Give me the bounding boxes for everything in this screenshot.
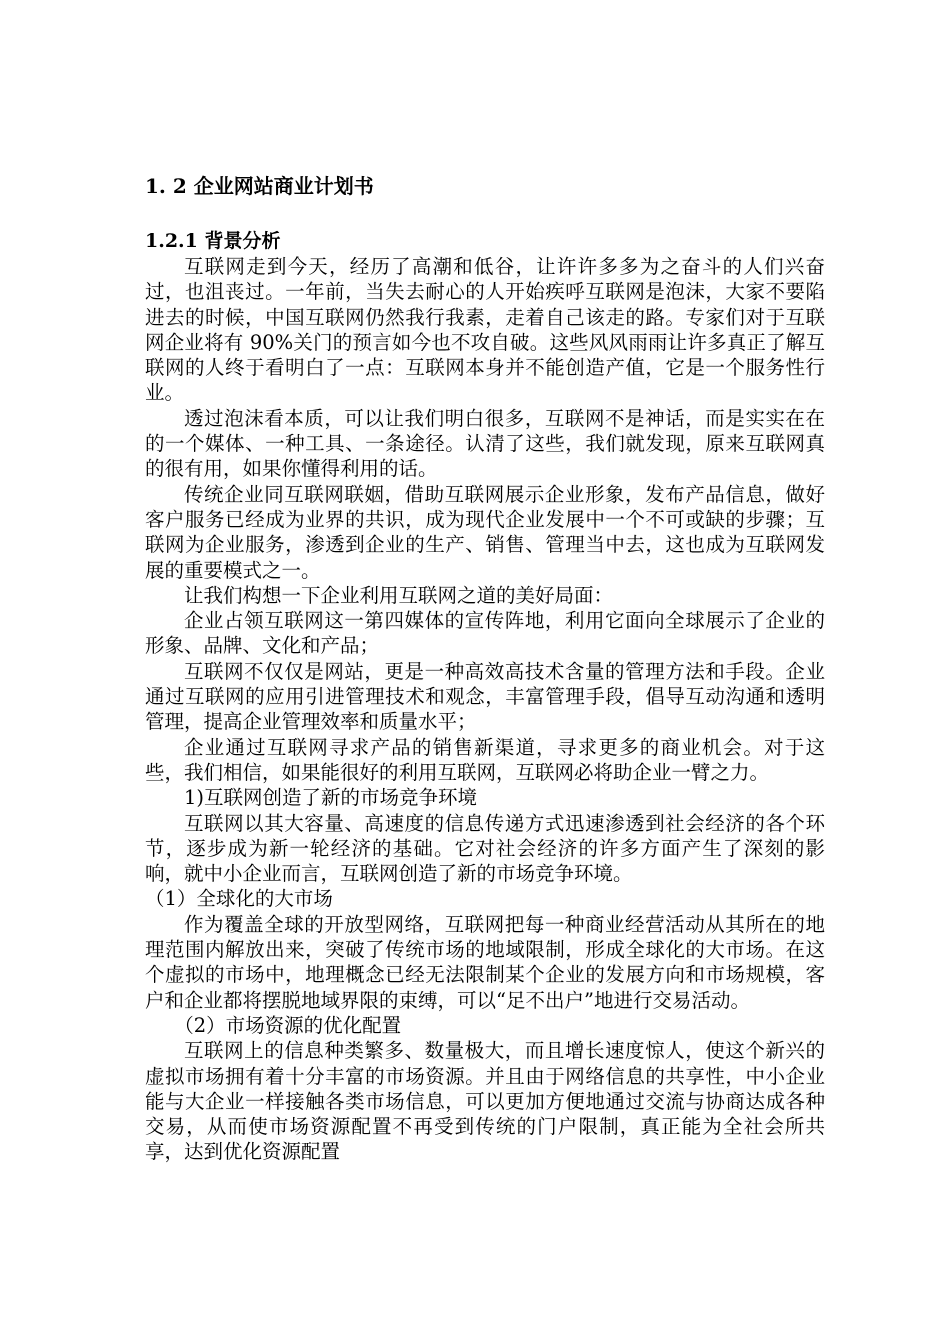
list-heading-3: （2）市场资源的优化配置 bbox=[174, 1013, 402, 1037]
section-title: 1. 2 企业网站商业计划书 bbox=[145, 174, 374, 198]
paragraph: 作为覆盖全球的开放型网络，互联网把每一种商业经营活动从其所在的地理范围内解放出来，突破了传统市场的地域限制，形成全球化的大市场。在这个虚拟的市场中，地理概念已经无法限制某个企业的发展方向和市场规模，客户和企业都将摆脱地域界限的束缚，可以“足不出户”地进行交易活动。 bbox=[145, 912, 825, 1012]
paragraph: 透过泡沫看本质，可以让我们明白很多，互联网不是神话，而是实实在在的一个媒体、一种工具、一条途径。认清了这些，我们就发现，原来互联网真的很有用，如果你懂得利用的话。 bbox=[145, 406, 825, 481]
list-heading-2: （1）全球化的大市场 bbox=[145, 887, 333, 911]
list-heading-1: 1)互联网创造了新的市场竞争环境 bbox=[184, 786, 478, 810]
paragraph: 企业占领互联网这一第四媒体的宣传阵地，利用它面向全球展示了企业的形象、品牌、文化和产品； bbox=[145, 609, 825, 658]
paragraph: 让我们构想一下企业利用互联网之道的美好局面： bbox=[184, 583, 614, 607]
paragraph: 传统企业同互联网联姻，借助互联网展示企业形象，发布产品信息，做好客户服务已经成为业界的共识，成为现代企业发展中一个不可或缺的步骤；互联网为企业服务，渗透到企业的生产、销售、管理当中去，这也成为互联网发展的重要模式之一。 bbox=[145, 482, 825, 582]
paragraph: 互联网走到今天，经历了高潮和低谷，让许许多多为之奋斗的人们兴奋过，也沮丧过。一年前，当失去耐心的人开始疾呼互联网是泡沫，大家不要陷进去的时候，中国互联网仍然我行我素，走着自己该走的路。专家们对于互联网企业将有 90%关门的预言如今也不攻自破。这些风风雨雨让许多真正了解互联网的人终于看明白了一点：互联网本身并不能创造产值，它是一个服务性行业。 bbox=[145, 255, 825, 405]
document-body bbox=[145, 170, 825, 1165]
paragraph: 企业通过互联网寻求产品的销售新渠道，寻求更多的商业机会。对于这些，我们相信，如果能很好的利用互联网，互联网必将助企业一臂之力。 bbox=[145, 735, 825, 784]
subsection-title: 1.2.1 背景分析 bbox=[145, 230, 281, 252]
paragraph: 互联网上的信息种类繁多、数量极大，而且增长速度惊人，使这个新兴的虚拟市场拥有着十分丰富的市场资源。并且由于网络信息的共享性，中小企业能与大企业一样接触各类市场信息，可以更加方便地通过交流与协商达成各种交易，从而使市场资源配置不再受到传统的门户限制，真正能为全社会所共享，达到优化资源配置 bbox=[145, 1039, 825, 1164]
paragraph: 互联网不仅仅是网站，更是一种高效高技术含量的管理方法和手段。企业通过互联网的应用引进管理技术和观念，丰富管理手段，倡导互动沟通和透明管理，提高企业管理效率和质量水平； bbox=[145, 659, 825, 734]
paragraph: 互联网以其大容量、高速度的信息传递方式迅速渗透到社会经济的各个环节，逐步成为新一轮经济的基础。它对社会经济的许多方面产生了深刻的影响，就中小企业而言，互联网创造了新的市场竞争环境。 bbox=[145, 811, 825, 886]
